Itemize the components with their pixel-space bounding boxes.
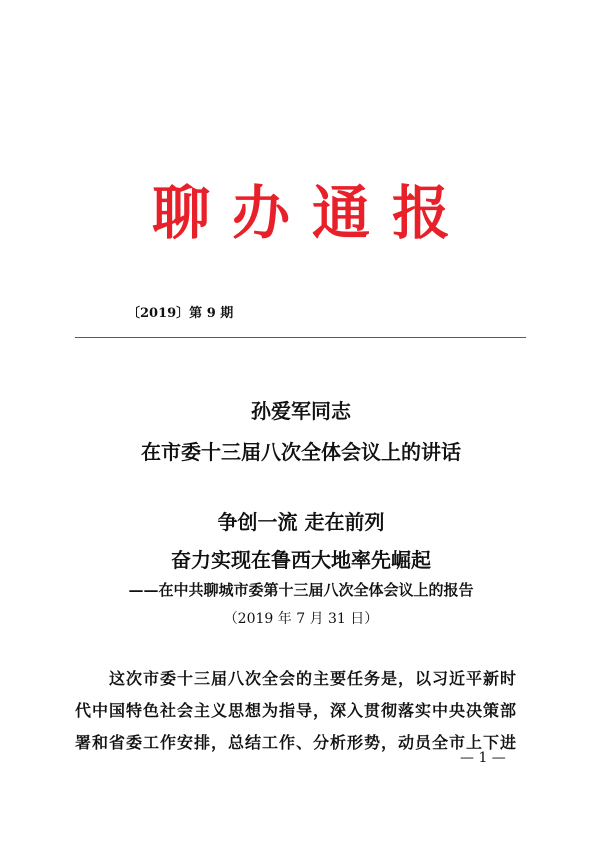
issue-number: 〔2019〕第 9 期: [127, 306, 234, 321]
page-number: — 1 —: [460, 750, 506, 766]
body-line: 这次市委十三届八次全会的主要任务是，以习近平新时: [75, 669, 518, 688]
red-divider: [75, 337, 526, 338]
report-date: （2019 年 7 月 31 日）: [223, 611, 379, 627]
report-title-line1: 争创一流 走在前列: [217, 510, 385, 534]
report-subtitle: ——在中共聊城市委第十三届八次全体会议上的报告: [128, 581, 474, 599]
body-line: 代中国特色社会主义思想为指导，深入贯彻落实中央决策部: [75, 701, 518, 720]
report-title-line2: 奋力实现在鲁西大地率先崛起: [171, 548, 431, 572]
masthead-title: 聊办通报: [151, 179, 472, 247]
body-line: 署和省委工作安排，总结工作、分析形势，动员全市上下进: [75, 733, 518, 752]
body-paragraph: [75, 663, 529, 759]
speech-title: 在市委十三届八次全体会议上的讲话: [141, 440, 461, 464]
speech-author: 孙爱军同志: [251, 399, 351, 423]
